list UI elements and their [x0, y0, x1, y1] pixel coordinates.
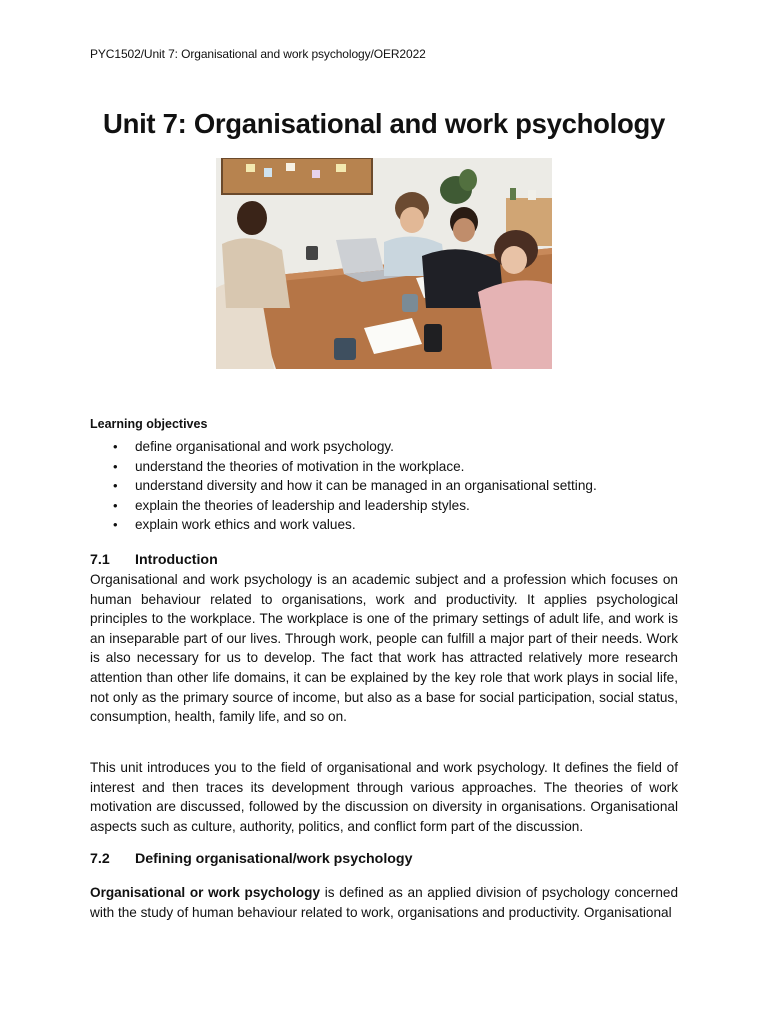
running-header: PYC1502/Unit 7: Organisational and work psychology/OER2022: [90, 47, 426, 61]
section-heading-definition: [90, 851, 412, 867]
bullet-icon: •: [113, 497, 118, 513]
list-item: • explain the theories of leadership and leadership styles.: [90, 496, 690, 516]
bullet-icon: •: [113, 458, 118, 474]
list-item: • define organisational and work psychology.: [90, 437, 690, 457]
definition-text: is defined as an applied division of psychology concerned with the study of human behaviour related to work, organisations and productivity. Organisational: [90, 885, 678, 920]
section-title: Introduction: [135, 552, 218, 568]
defined-term: Organisational or work psychology: [90, 885, 321, 900]
bullet-icon: •: [113, 439, 118, 454]
bullet-icon: •: [113, 478, 118, 494]
section-heading-introduction: [90, 552, 218, 568]
list-item: • understand the theories of motivation in the workplace.: [90, 457, 690, 477]
section-number: 7.1: [90, 552, 110, 568]
list-item: • explain work ethics and work values.: [90, 515, 690, 535]
learning-objectives-heading: Learning objectives: [90, 417, 208, 431]
page-title: Unit 7: Organisational and work psychology: [103, 108, 665, 139]
list-item: • understand diversity and how it can be managed in an organisational setting.: [90, 476, 690, 496]
definition-paragraph: [90, 883, 678, 923]
introduction-paragraph-2: This unit introduces you to the field of organisational and work psychology. It defines the field of interest and then traces its development through various approaches. The theories of work motivation are discussed, followed by the discussion on diversity in organisations. Organisational aspects such as culture, authority, politics, and conflict form part of the discussion.: [90, 760, 678, 834]
section-number: 7.2: [90, 851, 110, 867]
bullet-icon: •: [113, 517, 118, 533]
section-title: Defining organisational/work psychology: [135, 851, 413, 867]
meeting-photo: [216, 158, 552, 369]
introduction-paragraph-1: Organisational and work psychology is an academic subject and a profession which focuses on human behaviour related to organisations, work and productivity. It applies psychological principles to the workplace. The workplace is one of the primary settings of adult life, and work is an inseparable part of our lives. Through work, people can fulfill a major part of their needs. Work is also necessary for us to develop. The fact that work has attracted relatively more research attention than other life domains, it can be explained by the key role that work plays in social life, not only as the primary source of income, but also as a base for social participation, social status, consumption, health, family life, and so on.: [90, 572, 678, 725]
learning-objectives-list: [90, 437, 690, 535]
